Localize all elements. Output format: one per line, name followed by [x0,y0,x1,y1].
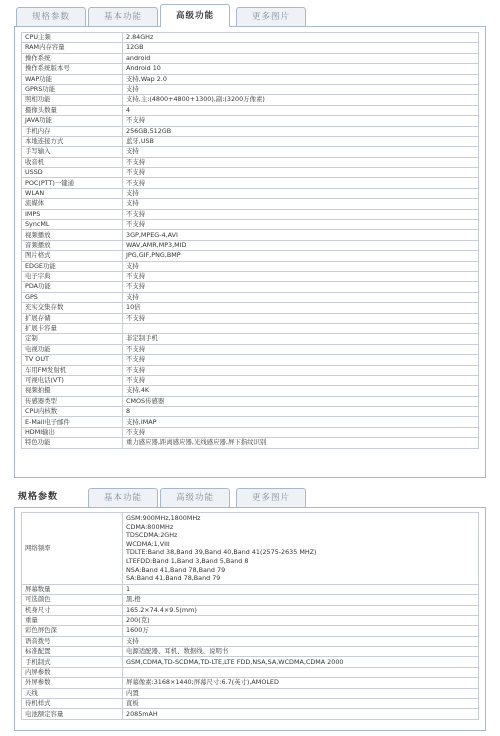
row-key: 屏幕数量 [22,584,123,594]
row-key: 视频拍摄 [22,386,123,396]
table-row [22,386,479,396]
table-row [22,667,479,677]
row-value: 不支持 [123,116,479,126]
row-key: 音频播放 [22,240,123,250]
row-key: 标准配置 [22,647,123,657]
table-row [22,595,479,605]
row-key: 天线 [22,688,123,698]
row-value: 不支持 [123,209,479,219]
row-key: 流媒体 [22,199,123,209]
row-key: 摄像头数量 [22,105,123,115]
row-value: 256GB,512GB [123,126,479,136]
tab-basic-2[interactable]: 基本功能 [88,488,158,507]
table-row [22,33,479,43]
tab-bar [14,4,486,26]
row-value [123,667,479,677]
row-value: GSM,CDMA,TD-SCDMA,TD-LTE,LTE FDD,NSA,SA,WCDMA,CDMA 2000 [123,657,479,667]
row-key: 手机内存 [22,126,123,136]
row-key: POC(PTT)一键通 [22,178,123,188]
table-row [22,126,479,136]
row-value: 200(克) [123,615,479,625]
table-row [22,147,479,157]
band-line: TDLTE:Band 38,Band 39,Band 40,Band 41(2575-2635 MHZ) [126,548,317,557]
row-value: 1600万 [123,626,479,636]
table-row [22,168,479,178]
table-row [22,407,479,417]
row-value: Android 10 [123,64,479,74]
row-value: 2.84GHz [123,33,479,43]
table-row [22,178,479,188]
row-value: 8 [123,407,479,417]
row-key: 照相功能 [22,95,123,105]
row-value: 不支持 [123,220,479,230]
network-bands [123,513,479,585]
row-value: 支持,IMAP [123,417,479,427]
table-row [22,53,479,63]
table-row [22,615,479,625]
tab-basic[interactable]: 基本功能 [88,7,158,26]
row-value: 不支持 [123,282,479,292]
row-value: 2085mAH [123,709,479,719]
row-key: 扩展存储 [22,313,123,323]
row-key: WLAN [22,188,123,198]
row-value: 非定制手机 [123,334,479,344]
table-row [22,116,479,126]
row-key: 语音拨号 [22,636,123,646]
row-value: 支持 [123,292,479,302]
row-value: 蓝牙,USB [123,136,479,146]
row-value: CMOS传感器 [123,396,479,406]
table-row [22,344,479,354]
row-key: 可视电话(VT) [22,375,123,385]
row-value [123,323,479,333]
row-value: WAV,AMR,MP3,MID [123,240,479,250]
row-value: 黑,橙 [123,595,479,605]
row-key: CPU内核数 [22,407,123,417]
row-key: 外屏参数 [22,678,123,688]
table-row [22,427,479,437]
band-line: TDSCDMA:2GHz [126,531,178,540]
row-key: 可选颜色 [22,595,123,605]
table-row [22,199,479,209]
table-row [22,636,479,646]
advanced-features-box [14,26,486,478]
row-value: 不支持 [123,313,479,323]
table-row [22,84,479,94]
row-key: JAVA功能 [22,116,123,126]
row-value: 电源适配器、耳机、数据线、说明书 [123,647,479,657]
row-key: EDGE功能 [22,261,123,271]
row-value: 不支持 [123,271,479,281]
table-row [22,271,479,281]
row-value: 不支持 [123,365,479,375]
tab-advanced[interactable]: 高级功能 [160,4,230,27]
row-value: 1 [123,584,479,594]
table-row [22,678,479,688]
table-row [22,292,479,302]
row-key: RAM内存容量 [22,43,123,53]
row-value: 3GP,MPEG-4,AVI [123,230,479,240]
table-row [22,220,479,230]
row-key: 手写输入 [22,147,123,157]
table-row [22,95,479,105]
row-value: android [123,53,479,63]
row-value: 支持,主:(4800+4800+1300),副:(3200万像素) [123,95,479,105]
row-key: 彩色屏色深 [22,626,123,636]
row-key: 视频播放 [22,230,123,240]
row-value: 165.2×74.4×9.5(mm) [123,605,479,615]
table-row [22,513,479,585]
row-key: 车用FM发射机 [22,365,123,375]
row-value: 支持 [123,84,479,94]
row-key: TV OUT [22,355,123,365]
tab-bar-2 [14,485,486,507]
table-row [22,251,479,261]
row-value: 不支持 [123,344,479,354]
table-row [22,230,479,240]
row-value: 支持,4K [123,386,479,396]
band-line: LTEFDD:Band 1,Band 3,Band 5,Band 8 [126,556,249,565]
band-line: WCDMA:1,VIII [126,539,170,548]
table-row [22,355,479,365]
row-value: 不支持 [123,355,479,365]
row-value: 不支持 [123,168,479,178]
table-row [22,584,479,594]
row-value: 支持 [123,188,479,198]
panel-title: 规格参数 [18,492,59,502]
table-row [22,709,479,719]
tab-advanced-2[interactable]: 高级功能 [160,488,230,507]
band-line: SA:Band 41,Band 78,Band 79 [126,574,221,583]
spec-panel [14,485,486,731]
band-line: CDMA:800MHz [126,522,174,531]
table-row [22,74,479,84]
row-key: GPRS功能 [22,84,123,94]
table-row [22,136,479,146]
table-row [22,396,479,406]
advanced-features-table [21,32,479,449]
row-value: 重力感应器,距离感应器,光线感应器,屏下指纹识别 [123,438,479,448]
row-value: 支持 [123,261,479,271]
table-row [22,334,479,344]
table-row [22,323,479,333]
row-value: 不支持 [123,178,479,188]
table-row [22,240,479,250]
tab-more-images[interactable]: 更多图片 [236,7,306,26]
row-key: 手机制式 [22,657,123,667]
table-row [22,438,479,448]
row-key: 内屏参数 [22,667,123,677]
row-key: PDA功能 [22,282,123,292]
row-key: 图片格式 [22,251,123,261]
row-key: 操作系统 [22,53,123,63]
row-key: 扩展卡容量 [22,323,123,333]
row-key: 定制 [22,334,123,344]
tab-specs[interactable]: 规格参数 [16,7,86,26]
table-row [22,605,479,615]
row-key: 充实交集存数 [22,303,123,313]
row-value: 支持 [123,636,479,646]
row-value: 12GB [123,43,479,53]
row-value: 直板 [123,699,479,709]
table-row [22,647,479,657]
row-key: IMPS [22,209,123,219]
row-value: 不支持 [123,427,479,437]
row-key: 特色功能 [22,438,123,448]
row-key: 网络频率 [22,513,123,585]
row-value: 屏幕像素:3168×1440;屏幕尺寸:6.7(英寸),AMOLED [123,678,479,688]
band-line: GSM:900MHz,1800MHz [126,514,201,522]
row-key: GPS [22,292,123,302]
row-key: 机身尺寸 [22,605,123,615]
table-row [22,375,479,385]
table-row [22,64,479,74]
row-value: 支持 [123,199,479,209]
spec-box [14,507,486,731]
row-key: 收音机 [22,157,123,167]
row-key: 电池额定容量 [22,709,123,719]
table-row [22,43,479,53]
row-key: CPU主频 [22,33,123,43]
row-key: WAP功能 [22,74,123,84]
advanced-features-panel [14,4,486,478]
row-value: 不支持 [123,157,479,167]
row-value: 内置 [123,688,479,698]
row-value: 支持,Wap 2.0 [123,74,479,84]
row-key: HDMI输出 [22,427,123,437]
table-row [22,313,479,323]
row-key: E-Mail电子邮件 [22,417,123,427]
table-row [22,688,479,698]
table-row [22,365,479,375]
table-row [22,105,479,115]
row-value: 支持 [123,147,479,157]
row-key: 电视功能 [22,344,123,354]
row-value: 10倍 [123,303,479,313]
band-line: NSA:Band 41,Band 78,Band 79 [126,565,226,574]
row-value: JPG,GIF,PNG,BMP [123,251,479,261]
table-row [22,282,479,292]
tab-more-images-2[interactable]: 更多图片 [236,488,306,507]
row-key: 传感器类型 [22,396,123,406]
row-value: 4 [123,105,479,115]
row-key: 待机样式 [22,699,123,709]
table-row [22,699,479,709]
table-row [22,303,479,313]
table-row [22,626,479,636]
table-row [22,157,479,167]
row-key: 本地连接方式 [22,136,123,146]
row-key: USSD [22,168,123,178]
table-row [22,261,479,271]
spec-table [21,512,479,720]
row-key: 操作系统版本号 [22,64,123,74]
row-key: 重量 [22,615,123,625]
table-row [22,209,479,219]
table-row [22,657,479,667]
table-row [22,188,479,198]
table-row [22,417,479,427]
row-key: 电子字典 [22,271,123,281]
row-value: 不支持 [123,375,479,385]
row-key: SyncML [22,220,123,230]
